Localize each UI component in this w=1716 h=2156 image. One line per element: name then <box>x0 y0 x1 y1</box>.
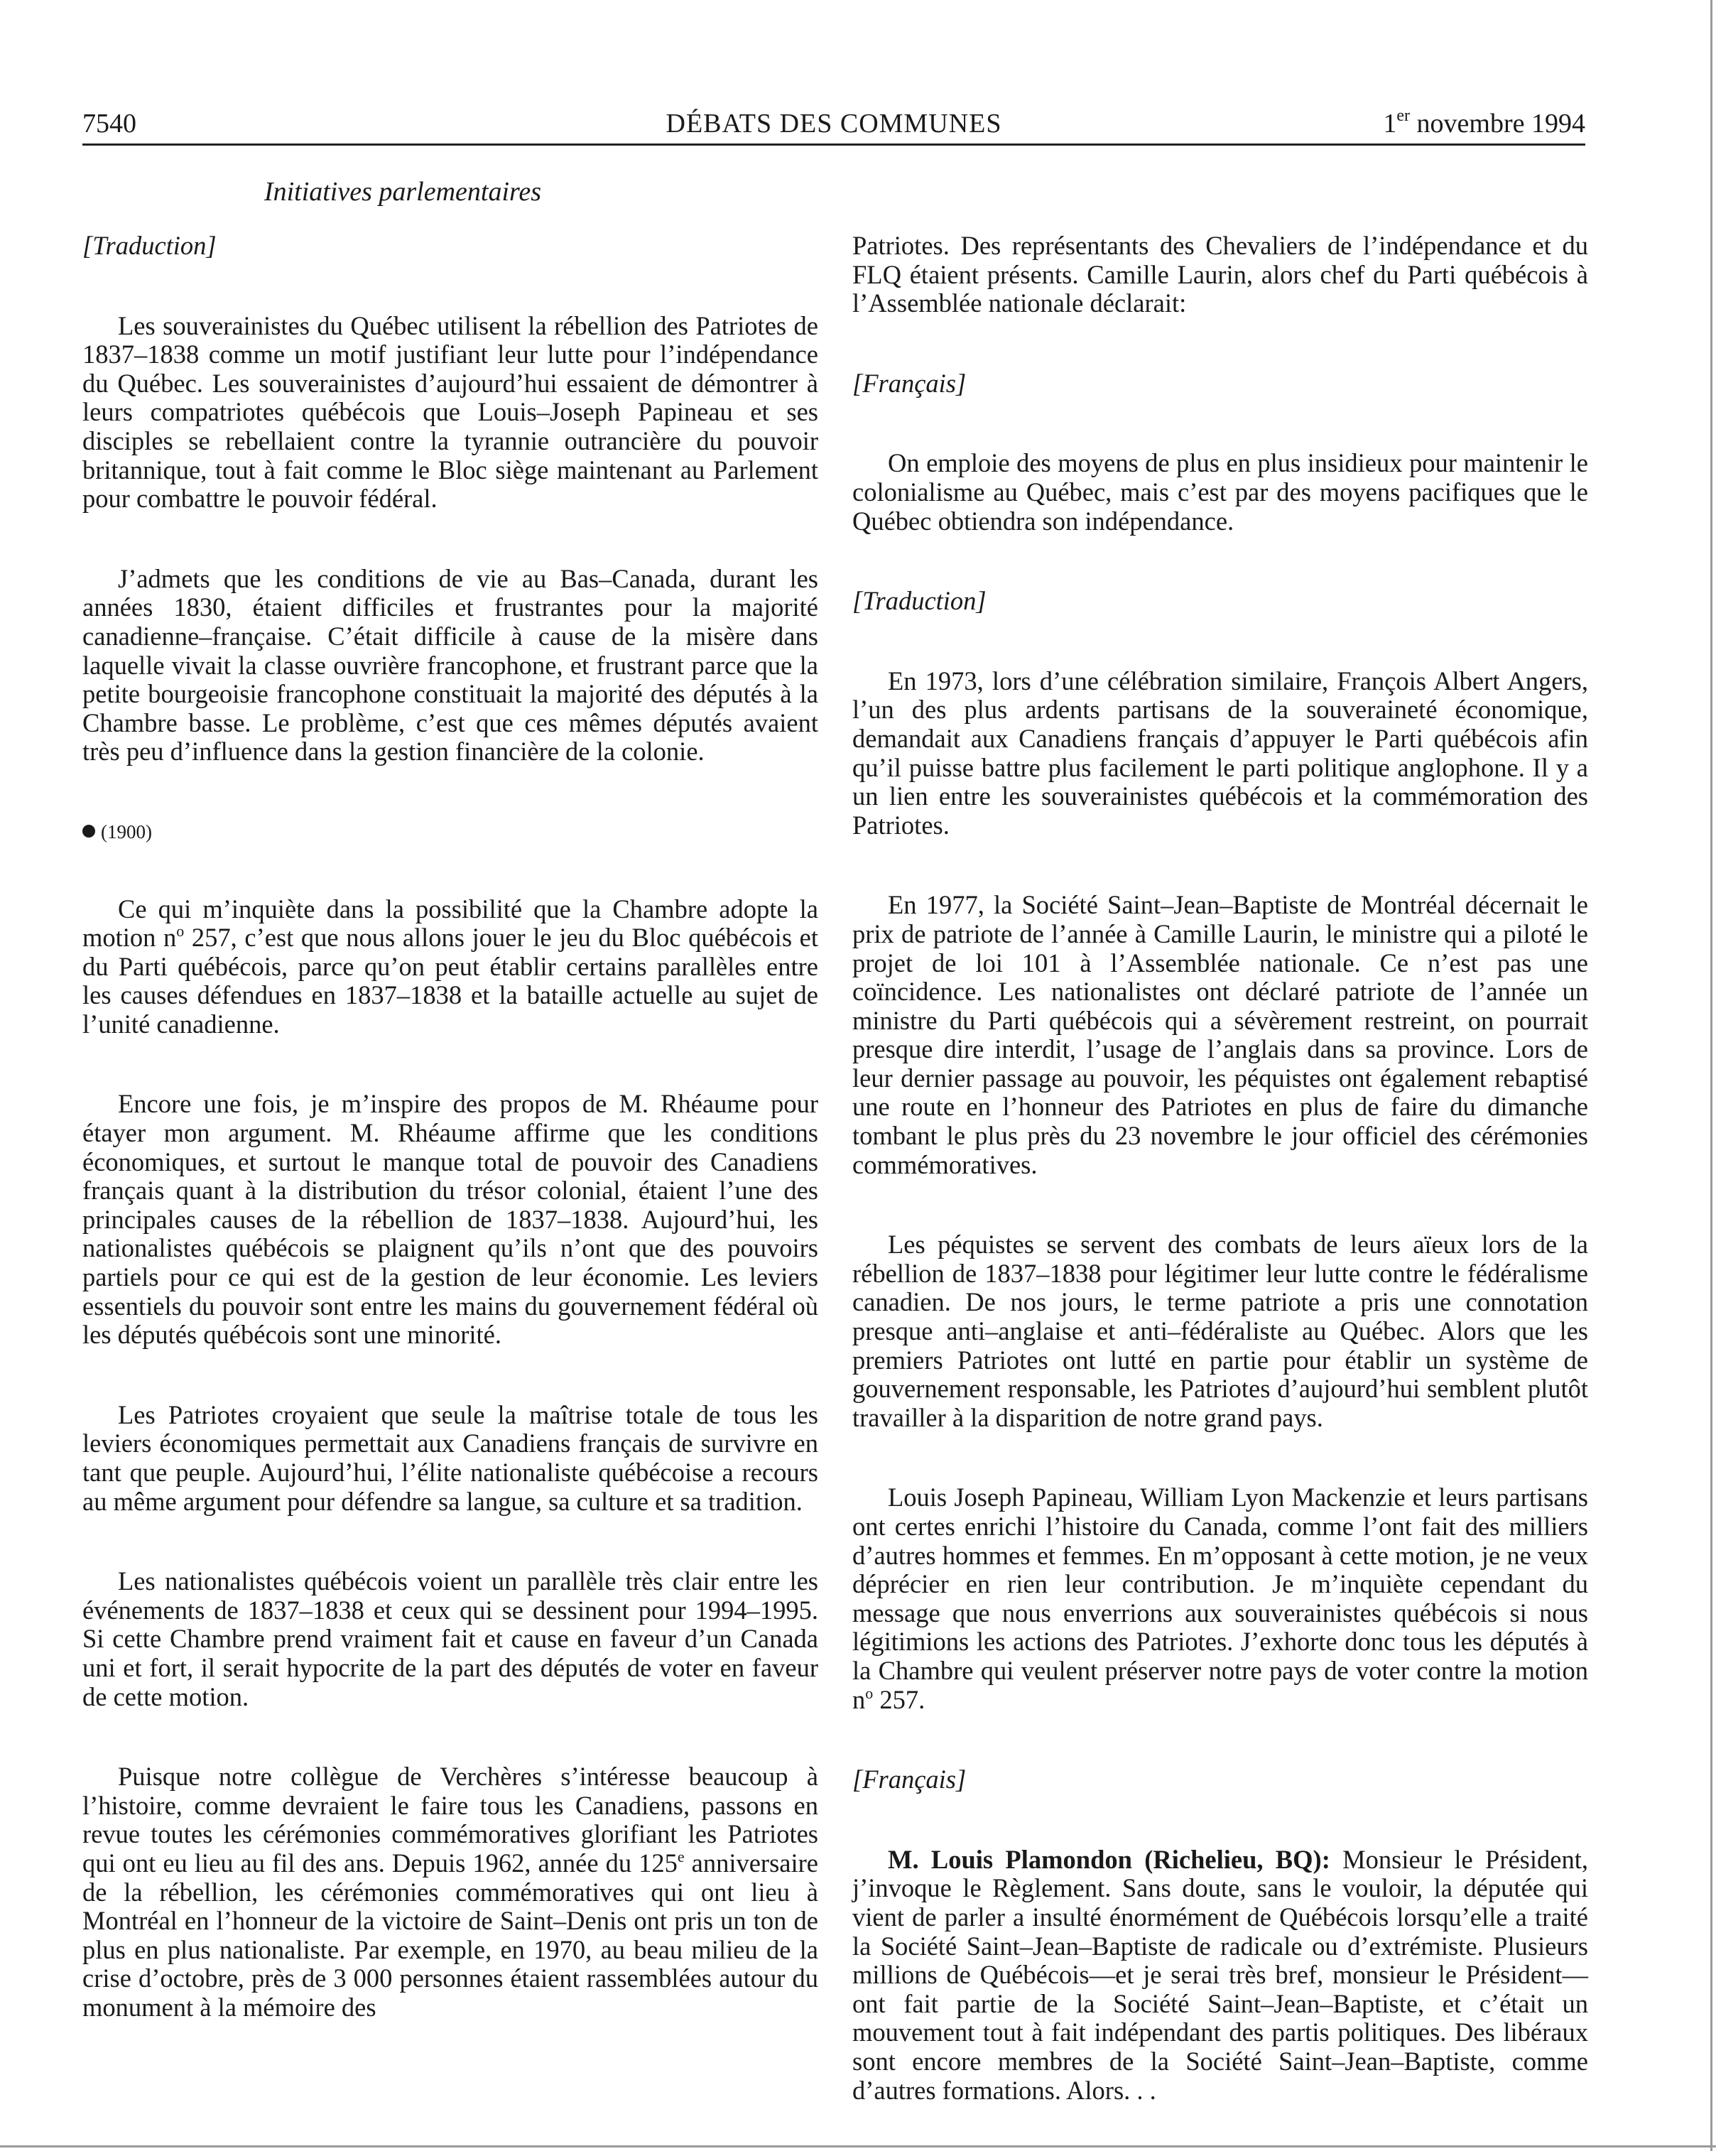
superscript: o <box>865 1684 874 1702</box>
superscript: o <box>176 922 185 941</box>
paragraph-text: Puisque notre collègue de Verchères s’intéresse beaucoup à l’histoire, comme devraient le faire tous les Canadiens, passons en revue toutes les cérémonies commémoratives glorifiant les Patriotes qui ont eu lieu au fil des ans. Depuis 1962, année du 125 <box>82 1762 818 1878</box>
language-tag: [Français] <box>852 368 967 398</box>
paragraph <box>82 1762 818 2022</box>
page-header <box>82 104 1585 143</box>
paragraph-text: anniversaire de la rébellion, les cérémonies commémoratives qui ont lieu à Montréal en l’honneur de la victoire de Saint–Denis ont pris un ton de plus en plus nationaliste. Par exemple, en 1970, au beau milieu de la crise d’octobre, près de 3 000 personnes étaient rassemblées autour du monument à la mémoire des <box>82 1848 818 2022</box>
language-tag: [Traduction] <box>82 231 217 260</box>
time-marker <box>82 818 818 847</box>
quotation-paragraph: On emploie des moyens de plus en plus insidieux pour maintenir le colonialisme au Québec, mais c’est par des moyens pacifiques que le Québec obtiendra son indépendance. <box>852 448 1588 536</box>
journal-title: DÉBATS DES COMMUNES <box>666 109 1002 139</box>
paragraph-text: 257, c’est que nous allons jouer le jeu du Bloc québécois et du Parti québécois, parce qu’on peut établir certains parallèles entre les causes défendues en 1837–1838 et la bataille actuelle au sujet de l’unité canadienne. <box>82 923 818 1039</box>
language-tag: [Traduction] <box>852 586 987 616</box>
paragraph: En 1973, lors d’une célébration similaire, François Albert Angers, l’un des plus ardents partisans de la souveraineté économique, demandait aux Canadiens français d’appuyer le Parti québécois afin qu’il puisse battre plus facilement le parti politique anglophone. Il y a un lien entre les souverainistes québécois et la commémoration des Patriotes. <box>852 666 1588 840</box>
right-column <box>852 232 1588 2156</box>
paragraph: Les péquistes se servent des combats de leurs aïeux lors de la rébellion de 1837–1838 pour légitimer leur lutte contre le fédéralisme canadien. De nos jours, le terme patriote a pris une connotation presque anti–anglaise et anti–fédéraliste au Québec. Alors que les premiers Patriotes ont lutté en partie pour établir un système de gouvernement responsable, les Patriotes d’aujourd’hui semblent plutôt travailler à la disparition de notre grand pays. <box>852 1230 1588 1432</box>
paragraph: Les Patriotes croyaient que seule la maîtrise totale de tous les leviers économiques permettait aux Canadiens français de survivre en tant que peuple. Aujourd’hui, l’élite nationaliste québécoise a recours au même argument pour défendre sa langue, sa culture et sa tradition. <box>82 1399 818 1516</box>
paragraph-text: Louis Joseph Papineau, William Lyon Mackenzie et leurs partisans ont certes enrichi l’histoire du Canada, comme l’ont fait des milliers d’autres hommes et femmes. En m’opposant à cette motion, je ne veux déprécier en rien leur contribution. Je m’inquiète cependant du message que nous enverrions aux souverainistes québécois si nous légitimions les actions des Patriotes. J’exhorte donc tous les députés à la Chambre qui veulent préserver notre pays de voter contre la motion n <box>852 1483 1588 1714</box>
left-column <box>82 232 818 2074</box>
paragraph: Patriotes. Des représentants des Chevaliers de l’indépendance et du FLQ étaient présents. Camille Laurin, alors chef du Parti québécois à l’Assemblée nationale déclarait: <box>852 231 1588 318</box>
paragraph: Les nationalistes québécois voient un parallèle très clair entre les événements de 1837–1838 et ceux qui se dessinent pour 1994–1995. Si cette Chambre prend vraiment fait et cause en faveur d’un Canada uni et fort, il serait hypocrite de la part des députés de voter en faveur de cette motion. <box>82 1566 818 1711</box>
time-marker-text: (1900) <box>101 820 152 843</box>
page-number: 7540 <box>82 109 136 139</box>
language-tag: [Français] <box>852 1765 967 1794</box>
bullet-icon <box>82 825 95 838</box>
paragraph <box>852 1483 1588 1714</box>
date-ordinal: er <box>1396 107 1411 125</box>
date-month-year: novembre 1994 <box>1410 109 1585 139</box>
speaker-paragraph <box>852 1846 1588 2105</box>
superscript: e <box>677 1847 685 1865</box>
scan-border-right <box>1710 0 1712 2151</box>
paragraph: Encore une fois, je m’inspire des propos de M. Rhéaume pour étayer mon argument. M. Rhéaume affirme que les conditions économiques, et surtout le manque total de pouvoir des Canadiens français quant à la distribution du trésor colonial, étaient l’une des principales causes de la rébellion de 1837–1838. Aujourd’hui, les nationalistes québécois se plaignent qu’ils n’ont que des pouvoirs partiels pour ce qui est de la gestion de leur économie. Les leviers essentiels du pouvoir sont entre les mains du gouvernement fédéral où les députés québécois sont une minorité. <box>82 1089 818 1350</box>
paragraph: J’admets que les conditions de vie au Bas–Canada, durant les années 1830, étaient difficiles et frustrantes pour la majorité canadienne–française. C’était difficile à cause de la misère dans laquelle vivait la classe ouvrière francophone, et frustrant parce que la petite bourgeoisie francophone constituait la majorité des députés à la Chambre basse. Le problème, c’est que ces mêmes députés avaient très peu d’influence dans la gestion financière de la colonie. <box>82 563 818 766</box>
speaker-name: M. Louis Plamondon (Richelieu, BQ): <box>888 1844 1330 1874</box>
paragraph <box>82 895 818 1039</box>
section-title: Initiatives parlementaires <box>264 177 542 207</box>
header-rule <box>82 143 1585 146</box>
paragraph-text: Monsieur le Président, j’invoque le Règlement. Sans doute, sans le vouloir, la députée qui vient de parler a insulté énormément de Québécois lorsqu’elle a traité la Société Saint–Jean–Baptiste de radicale ou d’extrémiste. Plusieurs millions de Québécois—et je serai très bref, monsieur le Président—ont fait partie de la Société Saint–Jean–Baptiste, et c’était un mouvement tout à fait indépendant des partis politiques. Des libéraux sont encore membres de la Société Saint–Jean–Baptiste, comme d’autres formations. Alors. . . <box>852 1844 1588 2105</box>
issue-date <box>1383 104 1585 143</box>
paragraph-text: 257. <box>873 1684 925 1714</box>
paragraph: Les souverainistes du Québec utilisent la rébellion des Patriotes de 1837–1838 comme un motif justifiant leur lutte pour l’indépendance du Québec. Les souverainistes d’aujourd’hui essaient de démontrer à leurs compatriotes québécois que Louis–Joseph Papineau et ses disciples se rebellaient contre la tyrannie outrancière du pouvoir britannique, tout à fait comme le Bloc siège maintenant au Parlement pour combattre le pouvoir fédéral. <box>82 310 818 514</box>
paragraph: En 1977, la Société Saint–Jean–Baptiste de Montréal décernait le prix de patriote de l’année à Camille Laurin, le ministre qui a piloté le projet de loi 101 à l’Assemblée nationale. Ce n’est pas une coïncidence. Les nationalistes ont déclaré patriote de l’année un ministre du Parti québécois qui a sévèrement restreint, on pourrait presque dire interdit, l’usage de l’anglais dans sa province. Lors de leur dernier passage au pouvoir, les péquistes ont également rebaptisé une route en l’honneur des Patriotes en plus de faire du dimanche tombant le plus près du 23 novembre le jour officiel des cérémonies commémoratives. <box>852 890 1588 1179</box>
date-day: 1 <box>1383 109 1397 139</box>
paragraph-text: Ce qui m’inquiète dans la possibilité que la Chambre adopte la motion n <box>82 894 818 953</box>
